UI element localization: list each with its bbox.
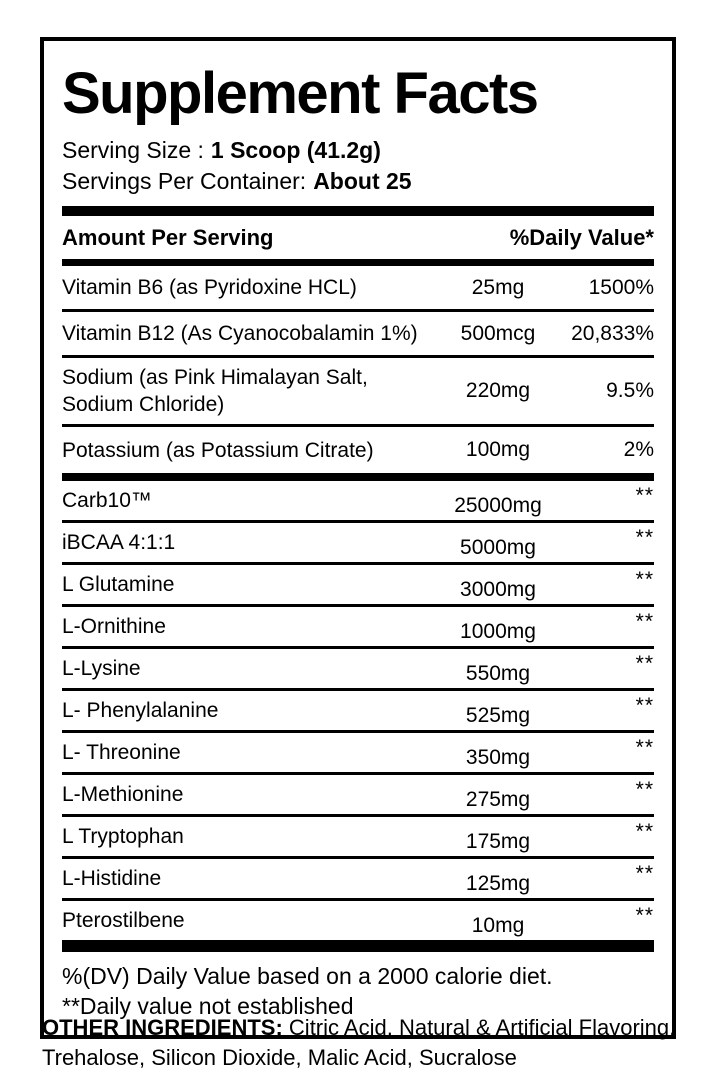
ingredient-name: L-Histidine — [62, 867, 162, 890]
ingredient-name: Potassium (as Potassium Citrate) — [62, 438, 374, 462]
ingredient-daily-value: ** — [635, 484, 654, 507]
serving-size-value: 1 Scoop (41.2g) — [210, 137, 381, 163]
ingredient-amount: 500mcg — [460, 321, 536, 345]
divider-thick-top — [62, 206, 654, 216]
ingredient-daily-value: ** — [635, 778, 654, 801]
ingredient-daily-value: ** — [635, 694, 654, 717]
ingredient-daily-value: 2% — [623, 438, 654, 461]
ingredient-daily-value: ** — [635, 736, 654, 759]
ingredient-name: Sodium (as Pink Himalayan Salt, Sodium Chloride) — [62, 366, 368, 416]
table-row — [62, 901, 654, 940]
ingredient-daily-value: 9.5% — [606, 379, 654, 402]
ingredient-name: Vitamin B6 (as Pyridoxine HCL) — [62, 276, 357, 299]
ingredient-name: L-Lysine — [62, 657, 141, 680]
ingredient-name: Carb10™ — [62, 489, 152, 512]
ingredient-amount: 220mg — [465, 379, 531, 402]
table-row — [62, 523, 654, 565]
ingredient-daily-value: ** — [635, 568, 654, 591]
footnote-daily-value: %(DV) Daily Value based on a 2000 calorie diet. — [62, 963, 553, 989]
table-row — [62, 691, 654, 733]
header-daily-value: %Daily Value* — [509, 225, 654, 250]
ingredient-name: Vitamin B12 (As Cyanocobalamin 1%) — [62, 322, 418, 345]
table-row — [62, 649, 654, 691]
ingredient-amount: 275mg — [465, 787, 531, 811]
ingredient-daily-value: 20,833% — [571, 321, 654, 345]
table-row — [62, 358, 654, 427]
servings-per-container-label: Servings Per Container: — [62, 168, 307, 194]
servings-per-container-value: About 25 — [313, 168, 412, 194]
vitamin-rows-section — [62, 266, 654, 481]
table-row — [62, 481, 654, 523]
ingredient-amount: 175mg — [465, 829, 531, 853]
ingredient-daily-value: ** — [635, 820, 654, 843]
other-ingredients-label: OTHER INGREDIENTS: — [42, 1015, 283, 1040]
ingredient-name: L-Methionine — [62, 783, 184, 806]
header-amount-per-serving: Amount Per Serving — [62, 225, 274, 250]
ingredient-daily-value: ** — [635, 652, 654, 675]
ingredient-rows-section — [62, 481, 654, 952]
ingredient-daily-value: ** — [635, 526, 654, 549]
ingredient-amount: 125mg — [465, 871, 531, 895]
ingredient-amount: 350mg — [465, 745, 531, 769]
ingredient-daily-value: ** — [635, 862, 654, 885]
ingredient-name: L- Phenylalanine — [62, 699, 219, 722]
table-row — [62, 427, 654, 473]
table-row — [62, 266, 654, 312]
table-row — [62, 859, 654, 901]
divider-medium — [62, 259, 654, 266]
table-row — [62, 733, 654, 775]
ingredient-amount: 525mg — [465, 703, 531, 727]
ingredient-amount: 10mg — [471, 913, 525, 937]
ingredient-daily-value: 1500% — [588, 275, 654, 299]
table-row — [62, 817, 654, 859]
footnote-not-established: **Daily value not established — [62, 993, 354, 1019]
table-row — [62, 607, 654, 649]
serving-size-line — [62, 135, 654, 166]
table-row — [62, 565, 654, 607]
ingredient-daily-value: ** — [635, 904, 654, 927]
ingredient-name: iBCAA 4:1:1 — [62, 531, 176, 554]
table-header — [62, 216, 654, 259]
other-ingredients — [42, 1013, 678, 1073]
ingredient-amount: 550mg — [465, 661, 531, 685]
ingredient-name: L Glutamine — [62, 573, 175, 596]
ingredient-name: L Tryptophan — [62, 825, 184, 848]
supplement-facts-panel — [40, 37, 676, 1039]
ingredient-name: Pterostilbene — [62, 909, 185, 932]
ingredient-amount: 25000mg — [454, 493, 542, 517]
serving-size-label: Serving Size : — [62, 137, 204, 163]
ingredient-name: L-Ornithine — [62, 615, 166, 638]
other-ingredients-text: Citric Acid, Natural & Artificial Flavoring, Trehalose, Silicon Dioxide, Malic Acid, Sucralose — [42, 1015, 676, 1070]
ingredient-amount: 1000mg — [460, 619, 536, 643]
ingredient-name: L- Threonine — [62, 741, 181, 764]
ingredient-amount: 3000mg — [460, 577, 536, 601]
table-row — [62, 775, 654, 817]
servings-per-container-line — [62, 166, 654, 197]
panel-title: Supplement Facts — [62, 61, 538, 126]
ingredient-daily-value: ** — [635, 610, 654, 633]
ingredient-amount: 5000mg — [460, 535, 536, 559]
table-row — [62, 312, 654, 358]
ingredient-amount: 100mg — [465, 438, 531, 461]
ingredient-amount: 25mg — [471, 275, 525, 299]
